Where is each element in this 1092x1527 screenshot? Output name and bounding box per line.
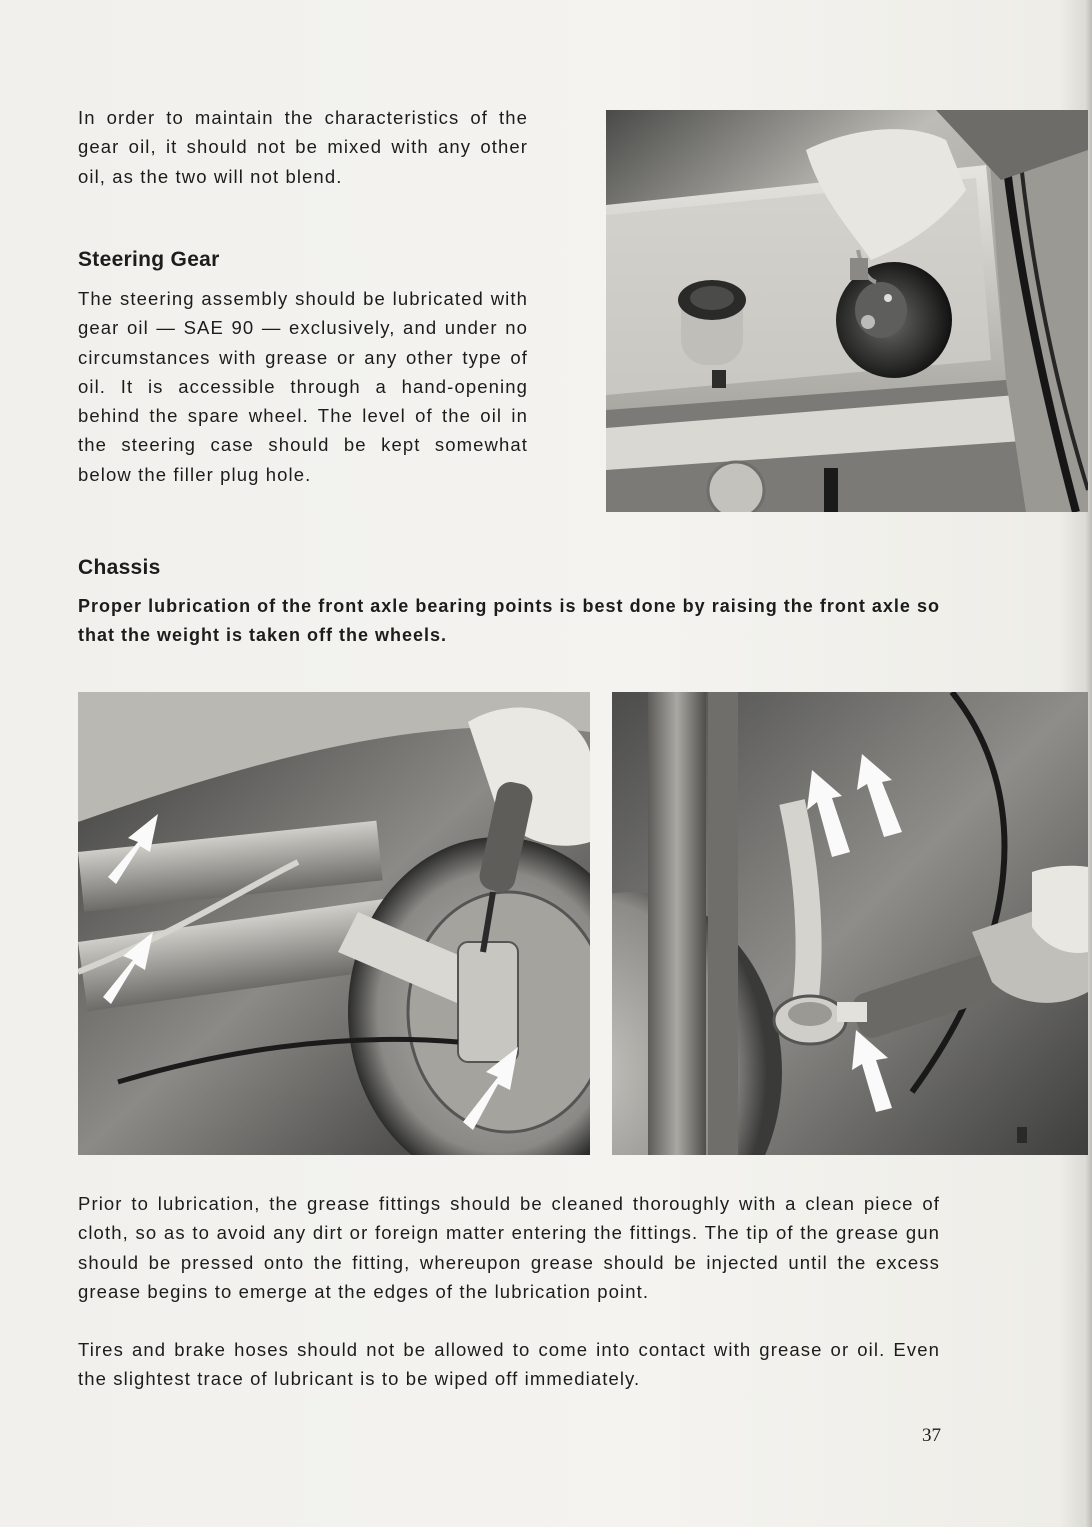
front-axle-lubrication-photo	[78, 692, 590, 1155]
tie-rod-lubrication-photo	[612, 692, 1088, 1155]
tires-brake-hoses-paragraph: Tires and brake hoses should not be allowed to come into contact with grease or oil. Even the slightest trace of lubricant is to be wiped off immediately.	[78, 1339, 940, 1390]
chassis-heading: Chassis	[78, 556, 161, 579]
steering-filler-photo	[606, 110, 1088, 512]
steering-gear-paragraph: The steering assembly should be lubricated with gear oil — SAE 90 — exclusively, and under no circumstances with grease or any other type of oil. It is accessible through a hand-opening behind the spare wheel. The level of the oil in the steering case should be kept somewhat below the filler plug hole.	[78, 288, 528, 485]
page-number: 37	[922, 1425, 941, 1446]
grease-fitting-paragraph: Prior to lubrication, the grease fittings should be cleaned thoroughly with a clean piece of cloth, so as to avoid any dirt or foreign matter entering the fittings. The tip of the grease gun should be pressed onto the fitting, whereupon grease should be injected until the excess grease begins to emerge at the edges of the lubrication point.	[78, 1193, 940, 1302]
intro-paragraph: In order to maintain the characteristics of the gear oil, it should not be mixed with any other oil, as the two will not blend.	[78, 107, 528, 187]
steering-gear-heading: Steering Gear	[78, 248, 220, 271]
chassis-lead-paragraph: Proper lubrication of the front axle bearing points is best done by raising the front axle so that the weight is taken off the wheels.	[78, 596, 940, 645]
